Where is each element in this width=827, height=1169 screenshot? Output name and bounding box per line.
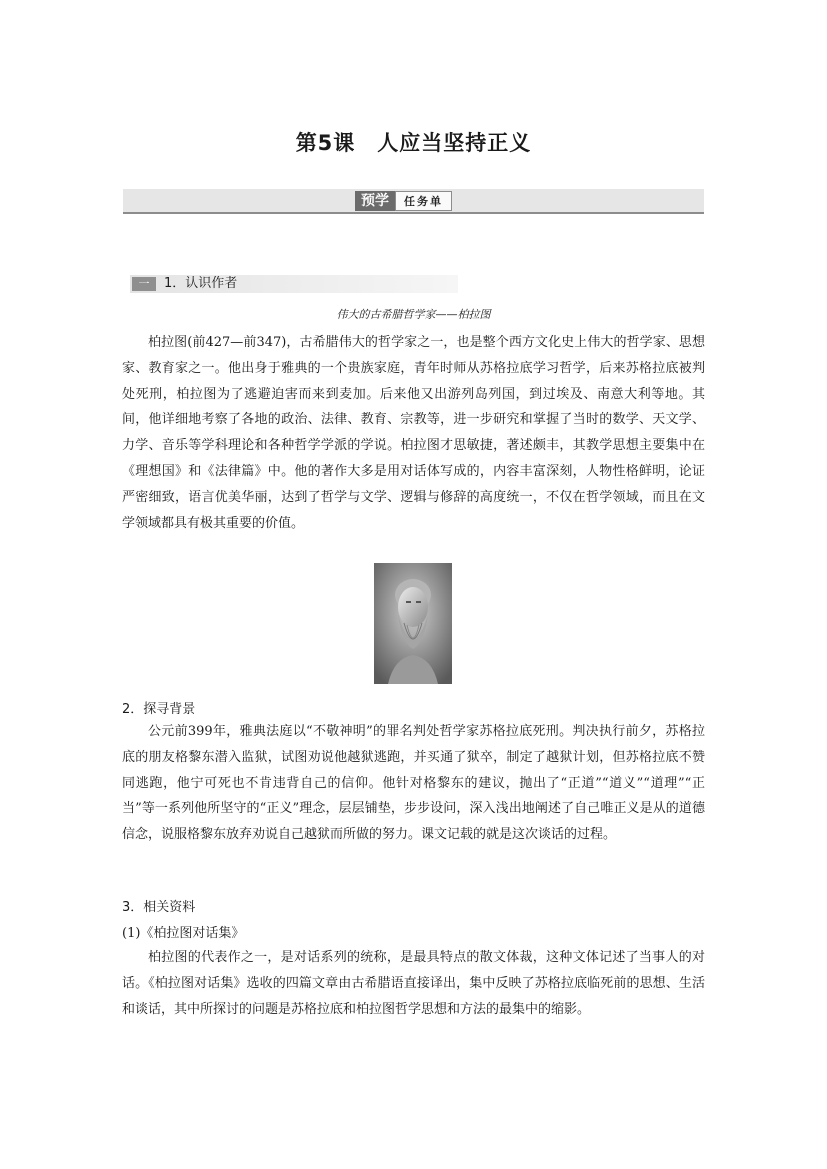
background-paragraph: 公元前399年，雅典法庭以“不敬神明”的罪名判处哲学家苏格拉底死刑。判决执行前夕，苏格拉底的朋友格黎东潜入监狱，试图劝说他越狱逃跑，并买通了狱卒，制定了越狱计划，但苏格拉底不赞同逃跑，他宁可死也不肯违背自己的信仰。他针对格黎东的建议，抛出了“正道”“道义”“道理”“正当”等一系列他所坚守的“正义”理念，层层铺垫，步步设问，深入浅出地阐述了自己唯正义是从的道德信念，说服格黎东放弃劝说自己越狱而所做的努力。课文记载的就是这次谈话的过程。 xyxy=(122,724,705,843)
author-paragraph: 柏拉图(前427—前347)，古希腊伟大的哲学家之一，也是整个西方文化史上伟大的哲学家、思想家、教育家之一。他出身于雅典的一个贵族家庭，青年时师从苏格拉底学习哲学，后来苏格拉底被判处死刑，柏拉图为了逃避迫害而来到麦加。后来他又出游列岛列国，到过埃及、南意大利等地。其间，他详细地考察了各地的政治、法律、教育、宗教等，进一步研究和掌握了当时的数学、天文学、力学、音乐等学科理论和各种哲学学派的学说。柏拉图才思敏捷，著述颇丰，其教学思想主要集中在《理想国》和《法律篇》中。他的著作大多是用对话体写成的，内容丰富深刻，人物性格鲜明，论证严密细致，语言优美华丽，达到了哲学与文学、逻辑与修辞的高度统一，不仅在哲学领域，而且在文学领域都具有极其重要的价值。 xyxy=(122,335,705,531)
section-3-heading: 3．相关资料 xyxy=(122,900,196,915)
banner-main-label: 预学 xyxy=(355,191,395,211)
section-1-header xyxy=(130,275,458,293)
plato-bust-image xyxy=(374,563,452,684)
lesson-title: 第5课 人应当坚持正义 xyxy=(295,131,532,155)
dialogues-paragraph: 柏拉图的代表作之一，是对话系列的统称，是最具特点的散文体裁，这种文体记述了当事人的对话。《柏拉图对话集》选收的四篇文章由古希腊语直接译出，集中反映了苏格拉底临死前的思想、生活和谈话，其中所探讨的问题是苏格拉底和柏拉图哲学思想和方法的最集中的缩影。 xyxy=(122,950,705,1017)
banner-sub-label: 任务单 xyxy=(395,191,452,211)
section-3-subheading: (1)《柏拉图对话集》 xyxy=(122,926,245,941)
author-subtitle: 伟大的古希腊哲学家——柏拉图 xyxy=(336,308,491,321)
prestudy-banner xyxy=(123,189,704,214)
section-2-heading: 2．探寻背景 xyxy=(122,702,196,717)
section-number-badge: 一 xyxy=(132,277,156,291)
section-1-label: 1．认识作者 xyxy=(164,276,238,291)
